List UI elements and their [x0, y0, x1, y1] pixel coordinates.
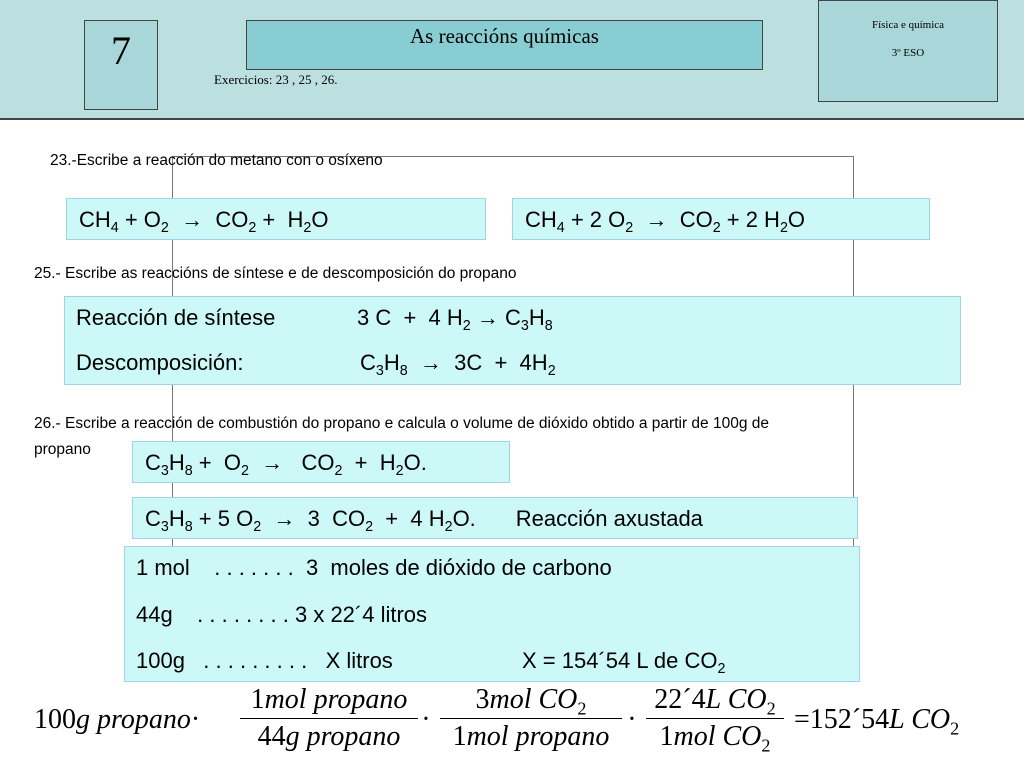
frac-den: 1	[659, 721, 674, 752]
eq-text: + 4 H	[373, 506, 445, 531]
ratio-row-3	[136, 648, 393, 674]
eq-sub: 3	[160, 463, 169, 479]
eq-sub: 2	[444, 519, 453, 535]
result-text: X = 154´54 L de CO	[522, 648, 718, 673]
formula-dot-2: ·	[422, 704, 429, 735]
fraction-3	[646, 684, 784, 756]
eq-sub: 2	[248, 220, 257, 236]
formula-text: g propano	[76, 704, 191, 735]
ratio-left: 1 mol	[136, 555, 190, 580]
ratio-row-2	[136, 602, 427, 628]
eq-sub: 2	[625, 220, 634, 236]
ratio-dots: . . . . . . . . .	[203, 648, 308, 673]
eq-text: H	[168, 450, 185, 475]
formula-result-text: L CO	[889, 704, 951, 735]
subject-box	[818, 0, 998, 102]
result-sub: 2	[717, 661, 726, 677]
eq-sub: 2	[712, 220, 721, 236]
decomposition-label: Descomposición:	[76, 350, 244, 375]
eq-text: 3 CO	[307, 506, 366, 531]
formula-dot-3: ·	[628, 704, 635, 735]
eq-text: + 2 O	[564, 207, 626, 232]
balanced-note: Reacción axustada	[515, 506, 703, 531]
formula-equals: =	[794, 704, 810, 735]
eq-text: H	[168, 506, 185, 531]
formula-start	[34, 704, 200, 736]
eq-sub: 2	[395, 463, 404, 479]
frac-den: 1	[452, 721, 467, 752]
eq-sub: 2	[462, 318, 471, 334]
ratio-row-1	[136, 555, 612, 581]
arrow-icon: →	[261, 506, 308, 531]
synthesis-equation	[357, 305, 553, 334]
eq-sub: 2	[334, 463, 343, 479]
frac-den-text: mol propano	[466, 721, 610, 752]
eq-text: O	[311, 207, 329, 232]
eq-text: H	[383, 350, 400, 375]
ratio-result	[522, 648, 726, 677]
frac-num-text: L CO	[705, 684, 767, 715]
eq-text: + O	[192, 450, 241, 475]
eq-sub: 4	[556, 220, 565, 236]
eq-text: O	[787, 207, 806, 232]
eq-text: C	[504, 305, 521, 330]
ratio-left: 100g	[136, 648, 185, 673]
eq-text: + 2 H	[720, 207, 780, 232]
page-title: As reaccións químicas	[410, 24, 599, 48]
eq-text: + 5 O	[192, 506, 254, 531]
eq-text: H	[528, 305, 545, 330]
frac-num: 3	[475, 684, 490, 715]
eq-sub: 2	[547, 363, 556, 379]
arrow-icon: →	[248, 450, 302, 475]
arrow-icon: →	[633, 207, 680, 232]
arrow-icon: →	[470, 305, 505, 330]
title-box	[246, 20, 763, 70]
eq-sub: 8	[184, 463, 193, 479]
q23-balanced-equation	[512, 198, 930, 240]
eq-text: O.	[452, 506, 476, 531]
formula-result-number: 152´54	[809, 704, 890, 735]
q26-prompt-line2: propano	[34, 441, 91, 458]
eq-sub: 2	[160, 220, 169, 236]
frac-sub: 2	[761, 735, 771, 756]
eq-text: CH	[79, 207, 111, 232]
ratio-dots: . . . . . . . .	[197, 602, 289, 627]
eq-sub: 2	[779, 220, 788, 236]
eq-sub: 8	[544, 318, 553, 334]
eq-sub: 8	[399, 363, 408, 379]
fraction-bar	[646, 718, 784, 719]
course-label: 3º ESO	[891, 47, 925, 59]
frac-num-text: mol propano	[264, 684, 408, 715]
fraction-2	[440, 684, 622, 753]
frac-num: 22´4	[654, 684, 706, 715]
frac-den-text: mol CO	[673, 721, 762, 752]
eq-text: + O	[118, 207, 161, 232]
eq-sub: 8	[184, 519, 193, 535]
eq-text: O.	[403, 450, 427, 475]
eq-text: C	[145, 450, 161, 475]
synthesis-label: Reacción de síntese	[76, 305, 276, 330]
eq-text: 3 C + 4 H	[357, 305, 463, 330]
ratio-left: 44g	[136, 602, 173, 627]
eq-text: CO	[215, 207, 249, 232]
frac-sub: 2	[577, 698, 587, 719]
arrow-icon: →	[407, 350, 455, 375]
eq-sub: 3	[520, 318, 529, 334]
fraction-1	[240, 684, 418, 753]
eq-sub: 2	[240, 463, 249, 479]
subject-label: Física e química	[871, 19, 945, 31]
ratio-right: 3 moles de dióxido de carbono	[305, 555, 612, 580]
eq-sub: 3	[160, 519, 169, 535]
q23-prompt: 23.-Escribe a reacción do metano con o osíxeno	[50, 152, 383, 169]
eq-sub: 2	[365, 519, 374, 535]
q26-balanced-equation	[132, 497, 858, 539]
eq-text: 3C + 4H	[454, 350, 548, 375]
formula-dot: ·	[190, 704, 201, 735]
eq-text: + H	[342, 450, 396, 475]
frac-sub: 2	[766, 698, 776, 719]
frac-num: 1	[250, 684, 265, 715]
formula-result-sub: 2	[950, 718, 960, 739]
formula-number: 100	[34, 704, 76, 735]
fraction-bar	[440, 718, 622, 719]
frac-den: 44	[257, 721, 286, 752]
frac-num-text: mol CO	[489, 684, 578, 715]
eq-sub: 4	[110, 220, 119, 236]
q23-unbalanced-equation	[66, 198, 486, 240]
eq-text: C	[145, 506, 161, 531]
ratio-right: 3 x 22´4 litros	[294, 602, 428, 627]
eq-text: CO	[679, 207, 713, 232]
eq-sub: 2	[253, 519, 262, 535]
ratio-dots: . . . . . . .	[214, 555, 294, 580]
unit-number-box	[84, 20, 158, 110]
q26-prompt-line1: 26.- Escribe a reacción de combustión do propano e calcula o volume de dióxido obtido a partir de 100g de	[34, 415, 769, 432]
eq-text: + H	[256, 207, 304, 232]
fraction-bar	[240, 718, 418, 719]
eq-sub: 3	[375, 363, 384, 379]
eq-text: C	[360, 350, 376, 375]
q25-prompt: 25.- Escribe as reaccións de síntese e de descomposición do propano	[34, 265, 517, 282]
decomposition-equation	[360, 350, 556, 379]
frac-den-text: g propano	[285, 721, 401, 752]
unit-number: 7	[111, 28, 131, 73]
eq-text: CH	[525, 207, 557, 232]
arrow-icon: →	[168, 207, 216, 232]
exercises-label: Exercicios: 23 , 25 , 26.	[214, 72, 338, 87]
q26-unbalanced-equation	[132, 441, 510, 483]
formula-result	[794, 704, 960, 739]
eq-text: CO	[301, 450, 335, 475]
ratio-right: X litros	[325, 648, 393, 673]
eq-sub: 2	[303, 220, 312, 236]
